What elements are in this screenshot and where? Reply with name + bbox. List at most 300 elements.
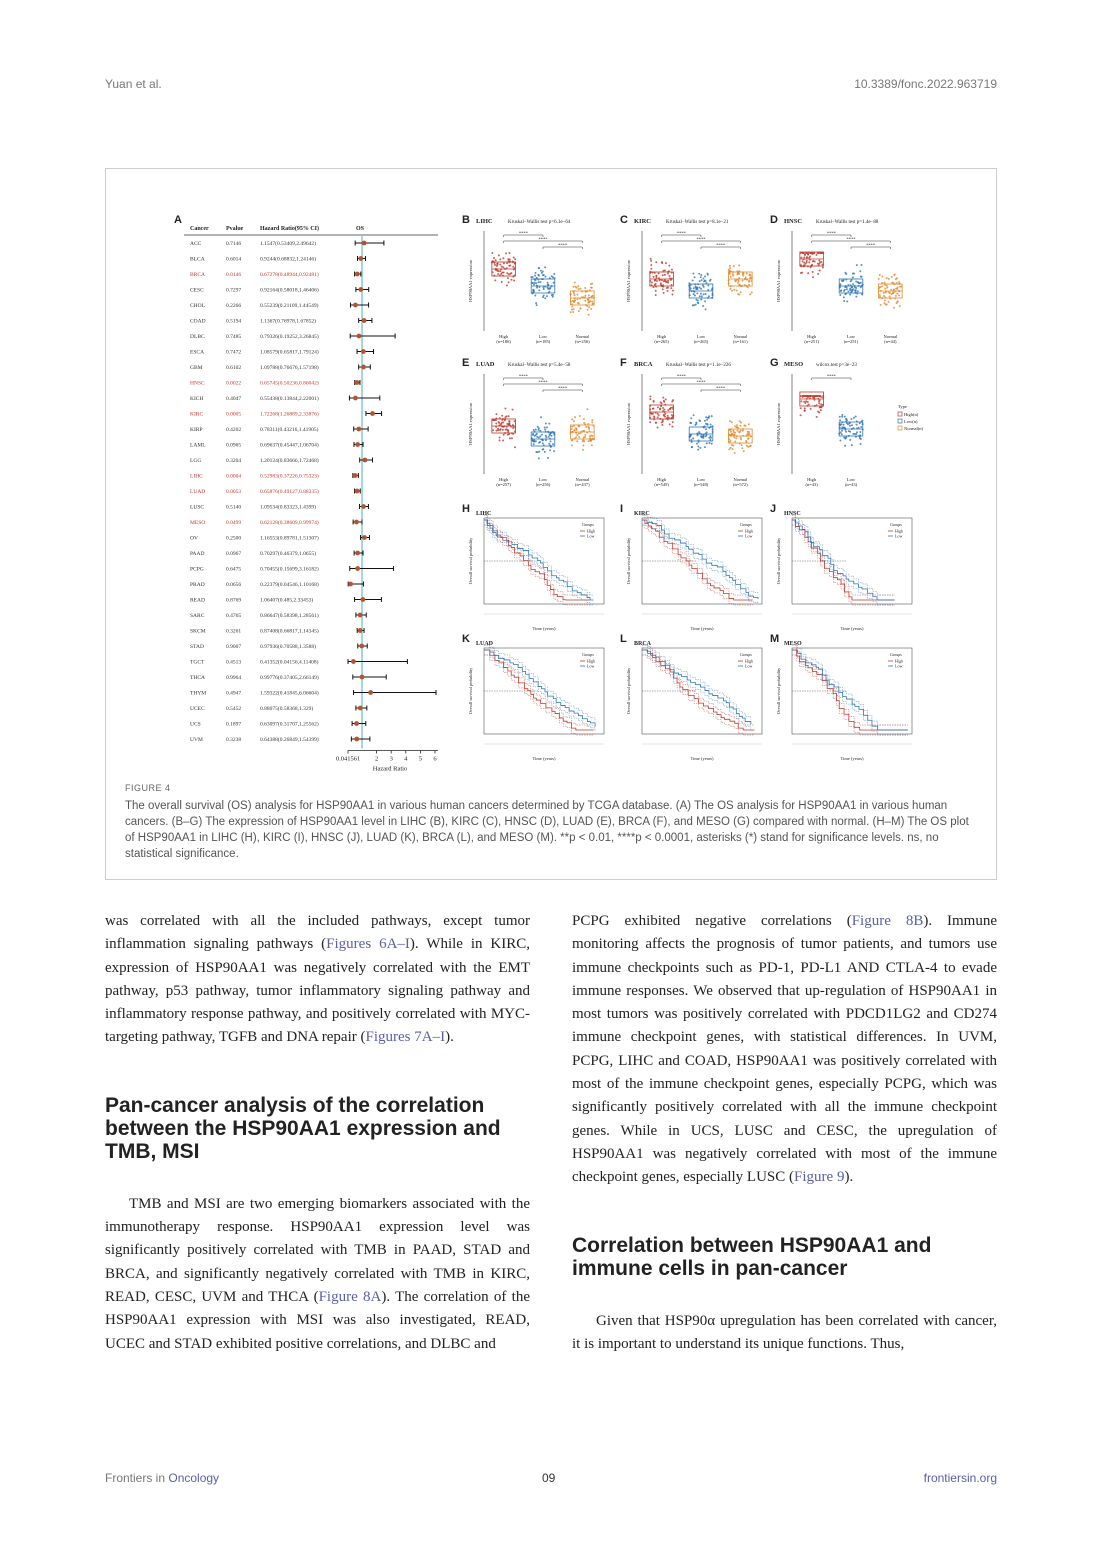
data-point — [571, 428, 573, 430]
data-point — [885, 303, 887, 305]
group-label: Low — [696, 477, 706, 482]
data-point — [819, 399, 821, 401]
cancer-label: THYM — [190, 690, 207, 697]
data-point — [860, 282, 862, 284]
data-point — [690, 439, 692, 441]
data-point — [697, 445, 699, 447]
data-point — [591, 435, 593, 437]
data-point — [548, 288, 550, 290]
hr-point — [359, 644, 364, 649]
data-point — [839, 283, 841, 285]
data-point — [694, 276, 696, 278]
data-point — [800, 272, 802, 274]
data-point — [698, 431, 700, 433]
y-axis-label: HSP90AA1 expression — [776, 260, 781, 302]
data-point — [589, 435, 591, 437]
data-point — [841, 414, 843, 416]
data-point — [705, 308, 707, 310]
data-point — [492, 429, 494, 431]
data-point — [662, 274, 664, 276]
data-point — [545, 435, 547, 437]
data-point — [847, 291, 849, 293]
data-point — [889, 292, 891, 294]
data-point — [804, 410, 806, 412]
data-point — [498, 254, 500, 256]
data-point — [665, 398, 667, 400]
data-point — [700, 293, 702, 295]
pvalue: 0.0004 — [226, 473, 242, 480]
data-point — [539, 281, 541, 283]
group-label: High — [657, 334, 667, 339]
data-point — [690, 417, 692, 419]
data-point — [855, 416, 857, 418]
data-point — [745, 440, 747, 442]
data-point — [730, 276, 732, 278]
data-point — [891, 282, 893, 284]
hr-point — [357, 334, 362, 339]
data-point — [698, 273, 700, 275]
data-point — [574, 282, 576, 284]
data-point — [571, 309, 573, 311]
legend-label: Low — [587, 533, 595, 539]
data-point — [855, 287, 857, 289]
hazard-ratio: 0.67278(0.48944,0.92481) — [260, 272, 319, 278]
data-point — [575, 427, 577, 429]
figure-link[interactable]: Figure 8B — [851, 913, 924, 929]
figure-link[interactable]: Figure 8A — [318, 1288, 382, 1305]
panel-label: E — [462, 357, 470, 369]
panel-label: L — [620, 633, 627, 645]
data-point — [503, 262, 505, 264]
panel-label: K — [462, 633, 470, 645]
hr-point — [362, 318, 367, 323]
data-point — [552, 296, 554, 298]
data-point — [841, 416, 843, 418]
ci-band — [484, 655, 594, 735]
test-label: Kruskal−Wallis test p=1.1e−226 — [666, 363, 731, 368]
data-point — [840, 289, 842, 291]
legend-title: Type — [898, 404, 907, 409]
data-point — [804, 407, 806, 409]
data-point — [587, 299, 589, 301]
data-point — [844, 445, 846, 447]
data-point — [544, 297, 546, 299]
survival-curve — [642, 520, 753, 600]
data-point — [733, 289, 735, 291]
data-point — [510, 279, 512, 281]
data-point — [671, 426, 673, 428]
ci-band — [792, 515, 895, 595]
data-point — [653, 417, 655, 419]
data-point — [692, 280, 694, 282]
data-point — [690, 422, 692, 424]
ci-band — [484, 645, 595, 722]
data-point — [888, 301, 890, 303]
data-point — [544, 266, 546, 268]
data-point — [513, 279, 515, 281]
sig-label: **** — [538, 379, 548, 385]
data-point — [738, 265, 740, 267]
hr-point — [362, 535, 367, 540]
data-point — [694, 295, 696, 297]
hazard-ratio: 0.92164(0.58018,1.46406) — [260, 287, 319, 294]
pvalue: 0.0146 — [226, 272, 242, 278]
group-count: (n=437) — [575, 482, 590, 487]
group-label: Normal — [733, 477, 748, 482]
data-point — [707, 284, 709, 286]
data-point — [850, 289, 852, 291]
group-label: High — [499, 334, 509, 339]
data-point — [586, 408, 588, 410]
data-point — [546, 295, 548, 297]
data-point — [535, 434, 537, 436]
group-label: High — [499, 477, 509, 482]
data-point — [672, 399, 674, 401]
data-point — [737, 282, 739, 284]
data-point — [807, 272, 809, 274]
data-point — [497, 273, 499, 275]
hazard-ratio: 1.09534(0.83323,1.4399) — [260, 504, 316, 511]
figure-link[interactable]: Figures 7A–I — [365, 1029, 446, 1046]
data-point — [849, 431, 851, 433]
data-point — [744, 284, 746, 286]
y-axis-label: Overall survival probability — [626, 667, 631, 715]
data-point — [743, 450, 745, 452]
data-point — [665, 262, 667, 264]
ci-band — [484, 655, 595, 732]
data-point — [538, 275, 540, 277]
pvalue: 0.2500 — [226, 535, 242, 542]
data-point — [704, 420, 706, 422]
sig-label: **** — [538, 236, 548, 242]
cancer-label: UCEC — [190, 706, 205, 712]
x-tick-label: 3 — [389, 755, 393, 763]
data-point — [734, 425, 736, 427]
panel-label: F — [620, 357, 627, 369]
data-point — [578, 433, 580, 435]
hr-point — [370, 411, 375, 416]
data-point — [507, 434, 509, 436]
data-point — [536, 287, 538, 289]
figure-caption — [125, 780, 975, 862]
data-point — [706, 442, 708, 444]
pvalue: 0.4947 — [226, 690, 242, 697]
hazard-ratio: 0.87408(0.66817,1.14345) — [260, 628, 319, 635]
data-point — [508, 281, 510, 283]
data-point — [538, 436, 540, 438]
data-point — [533, 283, 535, 285]
data-point — [653, 276, 655, 278]
data-point — [818, 260, 820, 262]
data-point — [893, 307, 895, 309]
survival-curve — [484, 650, 595, 727]
data-point — [879, 274, 881, 276]
data-point — [849, 425, 851, 427]
x-axis-label: Time (years) — [690, 626, 714, 631]
data-point — [534, 275, 536, 277]
data-point — [591, 419, 593, 421]
hr-point — [351, 659, 356, 664]
hr-point — [360, 675, 365, 680]
data-point — [655, 275, 657, 277]
data-point — [860, 443, 862, 445]
cancer-label: HNSC — [190, 380, 205, 387]
data-point — [533, 429, 535, 431]
data-point — [573, 308, 575, 310]
data-point — [538, 427, 540, 429]
group-count: (n=251) — [843, 339, 859, 344]
data-point — [839, 294, 841, 296]
x-axis-label: Time (years) — [532, 626, 556, 631]
data-point — [591, 295, 593, 297]
data-point — [542, 442, 544, 444]
data-point — [693, 287, 695, 289]
data-point — [705, 280, 707, 282]
section-heading: Correlation between HSP90AA1 and immune cells in pan-cancer — [572, 1233, 932, 1280]
test-label: Kruskal−Wallis test p=1.4e−88 — [816, 220, 879, 225]
data-point — [731, 421, 733, 423]
legend-label: Low — [895, 663, 903, 669]
sig-label: **** — [676, 230, 686, 236]
cancer-label: DLBC — [190, 334, 205, 340]
data-point — [534, 294, 536, 296]
data-point — [886, 287, 888, 289]
hr-point — [361, 365, 366, 370]
data-point — [692, 438, 694, 440]
legend-title: Groups — [740, 652, 752, 657]
y-axis-label: HSP90AA1 expression — [626, 260, 631, 302]
data-point — [590, 287, 592, 289]
data-point — [879, 294, 881, 296]
data-point — [495, 259, 497, 261]
panel-cancer: MESO — [784, 361, 804, 368]
data-point — [732, 273, 734, 275]
data-point — [498, 422, 500, 424]
data-point — [708, 442, 710, 444]
data-point — [663, 400, 665, 402]
data-point — [543, 288, 545, 290]
data-point — [707, 273, 709, 275]
data-point — [501, 281, 503, 283]
group-label: Normal — [733, 334, 748, 339]
data-point — [861, 293, 863, 295]
km-plot — [620, 502, 770, 632]
data-point — [809, 255, 811, 257]
ci-band — [484, 515, 594, 595]
data-point — [502, 429, 504, 431]
data-point — [588, 306, 590, 308]
data-point — [538, 289, 540, 291]
figure-link[interactable]: Figures 6A–I — [326, 936, 410, 953]
data-point — [534, 279, 536, 281]
data-point — [573, 429, 575, 431]
data-point — [671, 269, 673, 271]
data-point — [494, 279, 496, 281]
data-point — [535, 302, 537, 304]
data-point — [748, 423, 750, 425]
data-point — [664, 274, 666, 276]
hr-point — [353, 396, 358, 401]
data-point — [668, 265, 670, 267]
data-point — [890, 289, 892, 291]
data-point — [667, 282, 669, 284]
data-point — [710, 423, 712, 425]
data-point — [822, 267, 824, 269]
group-label: Low — [538, 334, 548, 339]
paragraph: PCPG exhibited negative correlations (Figure 8B). Immune monitoring affects the prognosis of tumor patients, and tumors use immune checkpoints such as PD-1, PD-L1 AND CTLA-4 to evade immune responses. We observed that up-regulation of HSP90AA1 in most tumors was positively correlated with PDCD1LG2 and CD274 immune checkpoint genes, with statistical differences. In UVM, PCPG, LIHC and COAD, HSP90AA1 was positively correlated with most of the immune checkpoint genes, especially PCPG, which was significantly positively correlated with all the immune checkpoint genes. While in UCS, LUSC and CESC, the upregulation of HSP90AA1 was negatively correlated with most of the immune checkpoint genes, especially LUSC (Figure 9). — [572, 913, 998, 1186]
hr-point — [353, 303, 358, 308]
data-point — [883, 292, 885, 294]
data-point — [729, 265, 731, 267]
data-point — [507, 277, 509, 279]
data-point — [547, 282, 549, 284]
data-point — [514, 258, 516, 260]
data-point — [730, 431, 732, 433]
data-point — [807, 254, 809, 256]
data-point — [749, 293, 751, 295]
data-point — [546, 426, 548, 428]
data-point — [861, 264, 863, 266]
data-point — [812, 271, 814, 273]
data-point — [649, 421, 651, 423]
data-point — [843, 300, 845, 302]
y-axis-label: Overall survival probability — [468, 667, 473, 715]
data-point — [806, 260, 808, 262]
sig-label: **** — [518, 230, 528, 236]
data-point — [668, 417, 670, 419]
panel-cancer: HNSC — [784, 218, 803, 225]
data-point — [495, 413, 497, 415]
hazard-ratio: 0.78311(0.43216,1.41905) — [260, 427, 319, 433]
data-point — [729, 440, 731, 442]
panel-cancer: BRCA — [634, 361, 653, 368]
x-axis-label: Time (years) — [840, 756, 864, 761]
data-point — [738, 431, 740, 433]
data-point — [704, 300, 706, 302]
hazard-ratio: 0.65745(0.50236,0.86042) — [260, 380, 319, 387]
data-point — [697, 449, 699, 451]
data-point — [667, 273, 669, 275]
ci-band — [792, 655, 907, 735]
pvalue: 0.5140 — [226, 504, 242, 511]
data-point — [657, 416, 659, 418]
data-point — [896, 293, 898, 295]
data-point — [578, 436, 580, 438]
data-point — [800, 414, 802, 416]
data-point — [747, 446, 749, 448]
data-point — [661, 262, 663, 264]
data-point — [577, 302, 579, 304]
legend-label: Low — [745, 533, 753, 539]
group-label: Normal — [575, 334, 590, 339]
cancer-label: LUAD — [190, 489, 206, 495]
paragraph: was correlated with all the included pathways, except tumor inflammation signaling pathways (Figures 6A–I). While in KIRC, expression of HSP90AA1 was negatively correlated with the EMT pathway, p53 pathway, tumor inflammatory signaling pathway and inflammatory response pathway, and positively correlated with MYC-targeting pathway, TGFB and DNA repair (Figures 7A–I). — [105, 913, 530, 1046]
cancer-label: MESO — [190, 520, 206, 526]
data-point — [512, 409, 514, 411]
data-point — [739, 437, 741, 439]
data-point — [734, 440, 736, 442]
data-point — [803, 395, 805, 397]
legend-title: Groups — [582, 522, 594, 527]
data-point — [496, 263, 498, 265]
cancer-label: COAD — [190, 318, 206, 325]
y-axis-label: Overall survival probability — [626, 537, 631, 585]
data-point — [702, 305, 704, 307]
data-point — [499, 429, 501, 431]
data-point — [544, 426, 546, 428]
data-point — [701, 295, 703, 297]
sig-label: **** — [716, 385, 726, 391]
data-point — [895, 288, 897, 290]
hazard-ratio: 0.88075(0.58368,1.329) — [260, 706, 314, 712]
data-point — [738, 277, 740, 279]
pvalue: 0.3261 — [226, 628, 242, 635]
pvalue: 0.0499 — [226, 520, 242, 526]
data-point — [576, 434, 578, 436]
panel-cancer: LIHC — [476, 218, 493, 225]
cancer-label: BRCA — [190, 272, 205, 278]
data-point — [576, 294, 578, 296]
data-point — [544, 429, 546, 431]
column-header: Cancer — [190, 226, 209, 232]
figure-link[interactable]: Figure 9 — [794, 1169, 845, 1186]
data-point — [538, 451, 540, 453]
doi: 10.3389/fonc.2022.963719 — [854, 77, 997, 91]
data-point — [804, 254, 806, 256]
hr-point — [355, 489, 360, 494]
km-plot — [620, 632, 770, 762]
legend-label: Low(n) — [904, 419, 918, 424]
data-point — [583, 436, 585, 438]
data-point — [811, 264, 813, 266]
legend-swatch — [898, 426, 902, 430]
y-axis-label: HSP90AA1 expression — [468, 260, 473, 302]
data-point — [735, 437, 737, 439]
data-point — [553, 273, 555, 275]
data-point — [508, 415, 510, 417]
data-point — [573, 292, 575, 294]
hazard-ratio: 0.62128(0.38609,0.99974) — [260, 520, 319, 526]
cancer-label: TGCT — [190, 659, 205, 666]
hr-point — [368, 690, 373, 695]
pvalue: 0.5194 — [226, 318, 242, 325]
data-point — [691, 446, 693, 448]
data-point — [734, 432, 736, 434]
data-point — [818, 412, 820, 414]
panel-cancer: KIRC — [634, 511, 650, 517]
sig-label: **** — [676, 373, 686, 379]
data-point — [655, 261, 657, 263]
data-point — [504, 407, 506, 409]
data-point — [800, 257, 802, 259]
group-count: (n=548) — [693, 482, 709, 487]
data-point — [508, 273, 510, 275]
data-point — [703, 293, 705, 295]
journal-site[interactable]: frontiersin.org — [923, 1471, 997, 1485]
sig-label: **** — [826, 373, 836, 379]
data-point — [698, 419, 700, 421]
hr-point — [358, 628, 363, 633]
data-point — [739, 425, 741, 427]
sig-label: **** — [518, 373, 528, 379]
data-point — [739, 284, 741, 286]
data-point — [663, 415, 665, 417]
group-count: (n=257) — [496, 482, 511, 487]
data-point — [535, 451, 537, 453]
survival-curve — [792, 650, 907, 730]
data-point — [702, 437, 704, 439]
data-point — [700, 299, 702, 301]
